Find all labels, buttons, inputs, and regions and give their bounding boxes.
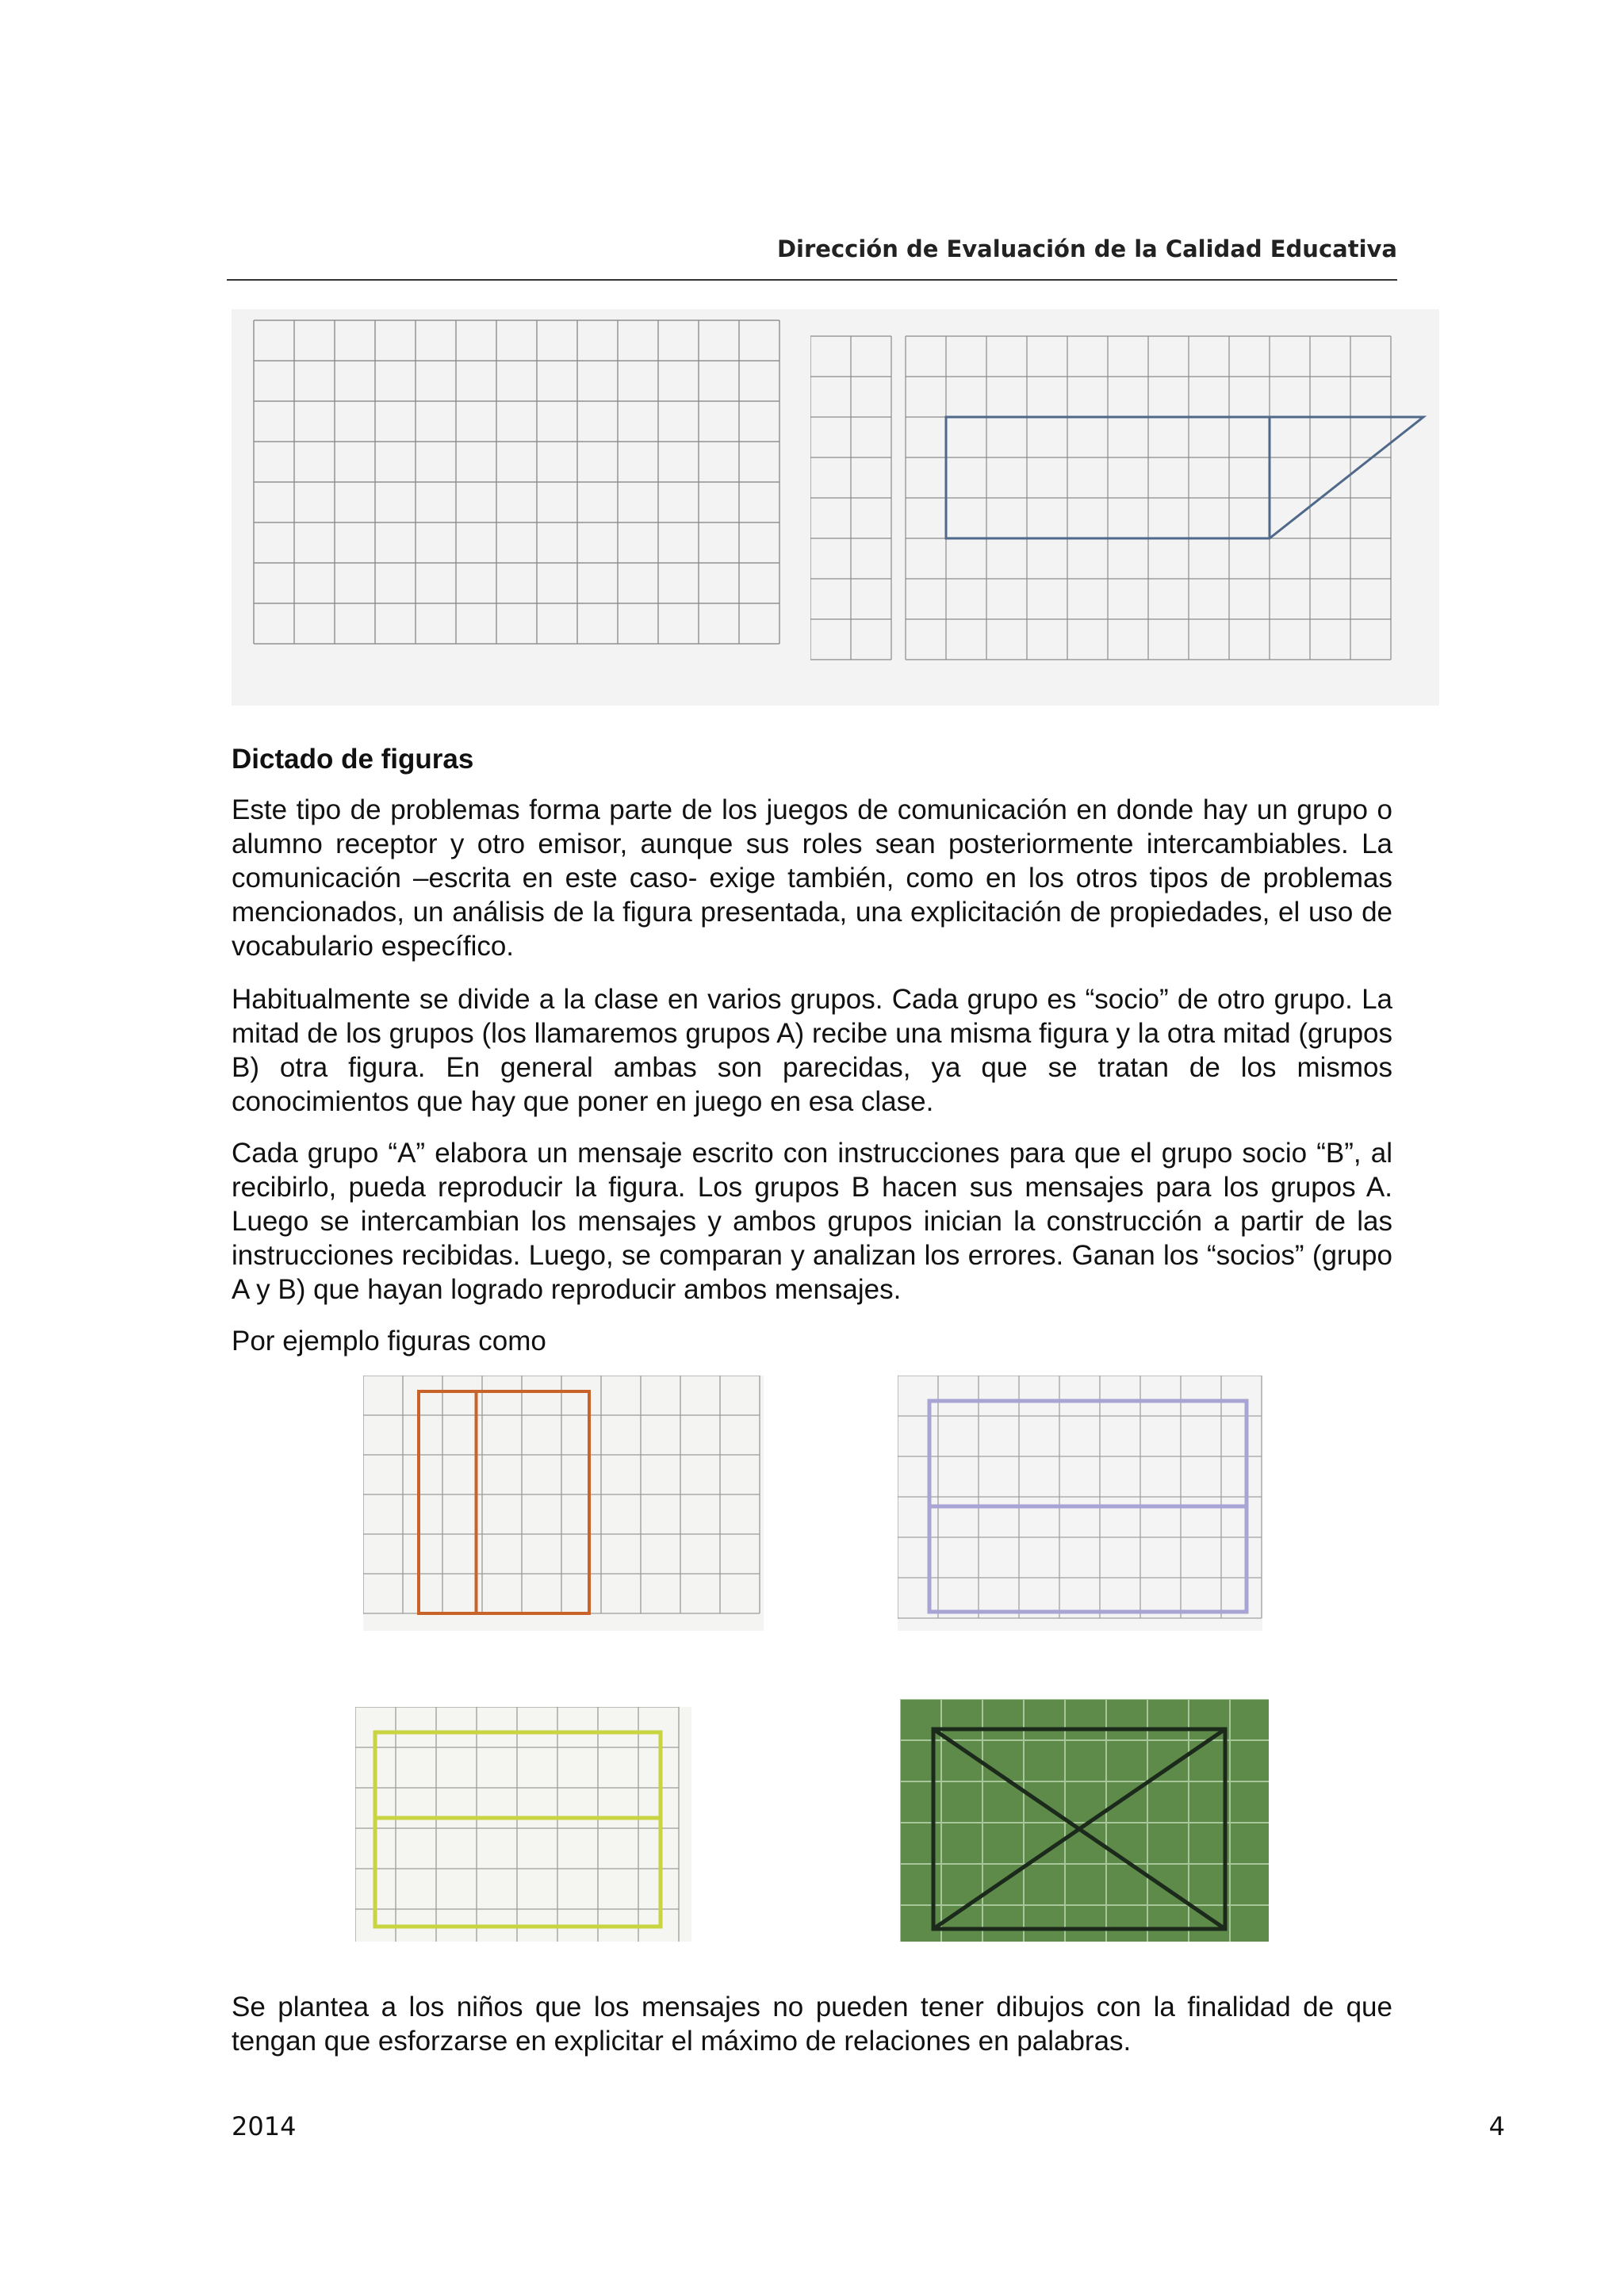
paragraph-1: Este tipo de problemas forma parte de los juegos de comunicación en donde hay un grupo o alumno receptor y otro emisor, aunque sus roles sean posteriormente intercambiables. La comunicación –escrita en este caso- exige también, como en los otros tipos de problemas mencionados, un análisis de la figura presentada, una explicitación de propiedades, el uso de vocabulario específico. <box>232 794 1392 962</box>
page-number: 4 <box>1488 2111 1505 2141</box>
empty-grid-drawing <box>232 309 810 706</box>
paper-background <box>355 1707 691 1942</box>
paragraph-2: Habitualmente se divide a la clase en varios grupos. Cada grupo es “socio” de otro grupo. La mitad de los grupos (los llamaremos grupos A) recibe una misma figura y la otra mitad (grupos B) otra figura. En general ambas son parecidas, ya que se tratan de los mismos conocimientos que hay que poner en juego en esa clase. <box>232 984 1392 1117</box>
header-title: Dirección de Evaluación de la Calidad Educativa <box>776 235 1397 262</box>
paper-background <box>363 1376 764 1631</box>
paper-background <box>810 309 1439 706</box>
paper-background <box>898 1376 1262 1631</box>
top-left-grid-figure <box>232 309 810 706</box>
paragraph-5: Se plantea a los niños que los mensajes no pueden tener dibujos con la finalidad de que tengan que esforzarse en explicitar el máximo de relaciones en palabras. <box>232 1992 1392 2057</box>
header-rule <box>227 279 1397 281</box>
rectangle-horizontal-divider-drawing <box>355 1707 691 1942</box>
trapezoid-drawing <box>810 309 1439 706</box>
footer-year: 2014 <box>232 2111 297 2141</box>
rectangle-horizontal-divider-drawing <box>898 1376 1262 1631</box>
paragraph-4: Por ejemplo figuras como <box>232 1326 546 1357</box>
green-rectangle-figure <box>900 1699 1269 1942</box>
rectangle-diagonals-drawing <box>900 1699 1269 1942</box>
paper-background <box>232 309 810 706</box>
lavender-rectangle-figure <box>898 1376 1262 1631</box>
yellow-rectangle-figure <box>355 1707 691 1942</box>
top-right-grid-figure <box>810 309 1439 706</box>
rectangle-vertical-divider-drawing <box>363 1376 764 1631</box>
section-title: Dictado de figuras <box>232 744 474 775</box>
paragraph-3: Cada grupo “A” elabora un mensaje escrito con instrucciones para que el grupo socio “B”, al recibirlo, pueda reproducir la figura. Los grupos B hacen sus mensajes para los grupos A. Luego se intercambian los mensajes y ambos grupos inician la construcción a partir de las instrucciones recibidas. Luego, se comparan y analizan los errores. Ganan los “socios” (grupo A y B) que hayan logrado reproducir ambos mensajes. <box>232 1138 1392 1305</box>
orange-rectangle-figure <box>363 1376 764 1631</box>
